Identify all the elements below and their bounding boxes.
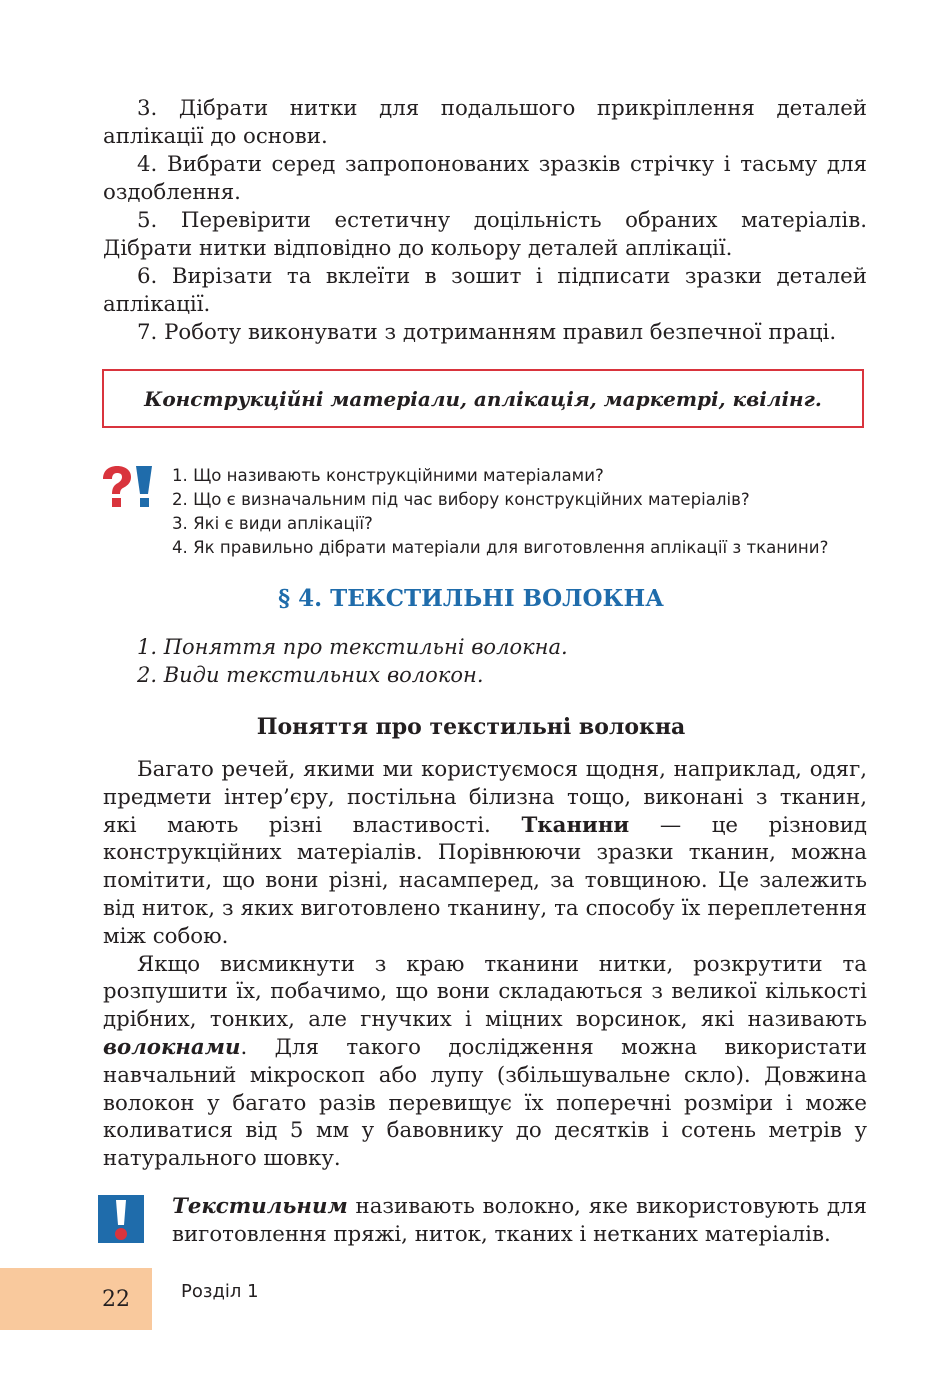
lesson-plan [137,633,568,689]
assignment-steps [103,95,867,347]
step-7: 7. Роботу виконувати з дотриманням правил безпечної праці. [137,320,837,345]
paragraph-1-start: Багато речей, якими ми користуємося щодня, наприклад, одяг, предмети інтер’єру, постільна білизна тощо, виконані з тканин, які мають різні властивості. [103,757,867,838]
chapter-label: Розділ 1 [181,1281,259,1302]
question-3: 3. Які є види аплікації? [172,514,373,533]
question-4: 4. Як правильно дібрати матеріали для виготовлення аплікації з тканини? [172,538,829,557]
section-title: § 4. ТЕКСТИЛЬНІ ВОЛОКНА [278,585,664,612]
term-textile: Текстильним [172,1194,348,1219]
plan-item-2: 2. Види текстильних волокон. [137,663,484,687]
step-5: 5. Перевірити естетичну доцільність обраних матеріалів. Дібрати нитки відповідно до кольору деталей аплікації. [103,208,867,261]
step-4: 4. Вибрати серед запропонованих зразків стрічку і тасьму для оздоблення. [103,152,867,205]
paragraph-2 [103,951,867,1173]
question-2: 2. Що є визначальним під час вибору конструкційних матеріалів? [172,490,750,509]
body-text [103,756,867,1173]
paragraph-2-start: Якщо висмикнути з краю тканини нитки, розкрутити та розпушити їх, побачимо, що вони складаються з великої кількості дрібних, тонких, але гнучких і міцних ворсинок, які називають [103,951,867,1033]
subheading: Поняття про текстильні волокна [256,714,686,740]
paragraph-1-end: — це різновид конструкційних матеріалів. Порівнюючи зразки тканин, можна помітити, що вони різні, насамперед, за товщиною. Це залежить від ниток, з яких виготовлено тканину, та способу їх переплетення між собою. [103,812,868,949]
paragraph-1 [103,756,867,951]
paragraph-2-end: . Для такого дослідження можна використати навчальний мікроскоп або лупу (збільшувальне скло). Довжина волокон у багато разів перевищує їх поперечні розміри і може коливатися від 5 мм у бавовнику до десятків і сотень метрів у натурального шовку. [103,1034,867,1172]
step-3: 3. Дібрати нитки для подальшого прикріплення деталей аплікації до основи. [103,96,867,149]
definition [172,1193,867,1249]
step-6: 6. Вирізати та вклеїти в зошит і підписати зразки деталей аплікації. [103,264,867,317]
question-exclamation-icon [100,466,154,508]
key-terms-box [102,369,864,428]
definition-text: називають волокно, яке використовують для виготовлення пряжі, ниток, тканих і нетканих матеріалів. [172,1194,867,1247]
page-number-tab [0,1268,152,1330]
review-questions [172,464,872,560]
plan-item-1: 1. Поняття про текстильні волокна. [137,635,568,659]
question-1: 1. Що називають конструкційними матеріалами? [172,466,604,485]
term-fibers: волокнами [103,1034,241,1060]
key-terms-text: Конструкційні матеріали, аплікація, маркетрі, квілінг. [144,386,822,411]
exclamation-icon [98,1195,144,1243]
term-fabrics: Тканини [521,812,630,838]
page-number: 22 [102,1286,130,1312]
